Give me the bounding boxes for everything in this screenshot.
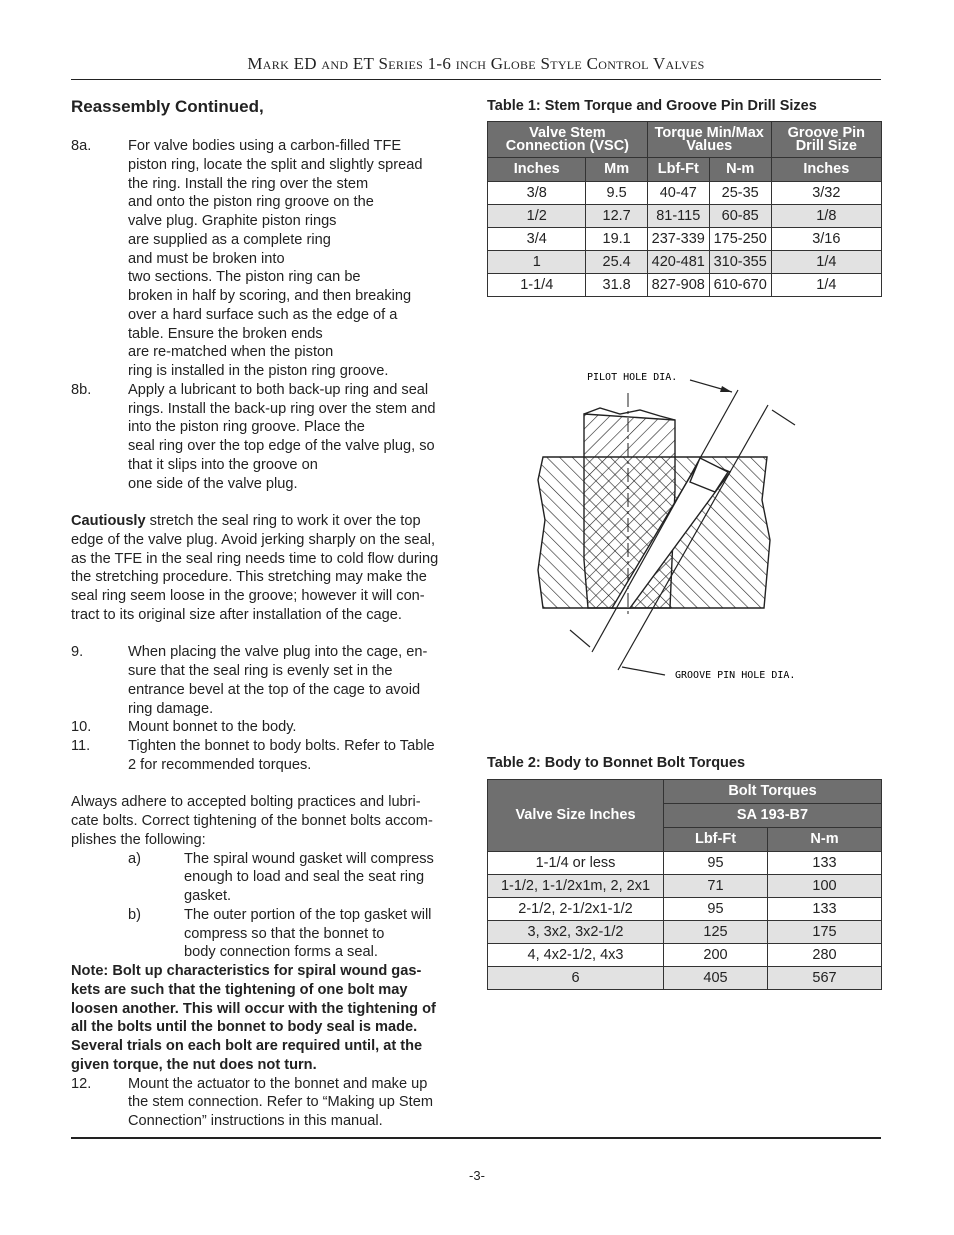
table-cell: 25-35 [709, 182, 771, 205]
line-text [184, 925, 384, 944]
line-content: piston ring, locate the split and slightly spread [128, 156, 423, 173]
table-cell: 95 [664, 852, 768, 875]
text-line [71, 1075, 471, 1094]
line-text [184, 906, 431, 925]
table-row [488, 251, 882, 274]
text-line [71, 137, 471, 156]
line-text [128, 156, 422, 175]
line-text [128, 456, 318, 475]
text-line [71, 1037, 471, 1056]
line-content: stretch the seal ring to work it over the top [149, 513, 421, 529]
table-cell: 125 [664, 921, 768, 944]
text-line [71, 231, 471, 250]
table-cell: 610-670 [709, 274, 771, 297]
line-content: the stem connection. Refer to “Making up Stem [128, 1094, 433, 1111]
table1-col-header: Inches [771, 158, 881, 182]
text-line [71, 1112, 471, 1131]
line-content: broken in half by scoring, and then breaking [128, 288, 412, 304]
line-content: When placing the valve plug into the cage, en- [128, 644, 428, 661]
line-text [128, 306, 397, 325]
line-content: kets are such that the tightening of one bolt may [71, 981, 408, 998]
text-line [71, 418, 471, 437]
text-line [71, 250, 471, 269]
line-text [71, 568, 427, 587]
item-number: 8b. [71, 381, 92, 398]
line-text [71, 831, 206, 850]
table-cell: 175 [768, 921, 882, 944]
table-cell: 3, 3x2, 3x2-1/2 [488, 921, 664, 944]
groove-pin-diagram [500, 360, 820, 690]
line-text [184, 943, 378, 962]
table-row [488, 205, 882, 228]
line-content: 2 for recommended torques. [128, 756, 312, 773]
line-text [128, 381, 428, 400]
text-line [71, 156, 471, 175]
line-text [71, 606, 402, 625]
table-cell: 1-1/4 or less [488, 852, 664, 875]
text-line [71, 381, 471, 400]
table1-group-header: Torque Min/Max Values [647, 122, 771, 158]
line-content: Tighten the bonnet to body bolts. Refer to Table [128, 738, 435, 754]
text-line [71, 456, 471, 475]
line-text [128, 418, 365, 437]
text-line [71, 662, 471, 681]
table2-valve-size-header: Valve Size Inches [488, 780, 664, 852]
line-text [71, 981, 408, 1000]
table-cell: 310-355 [709, 251, 771, 274]
line-text [128, 343, 333, 362]
line-content: enough to load and seal the seat ring [184, 869, 425, 886]
text-line [71, 1093, 471, 1112]
table-cell: 1-1/2, 1-1/2x1m, 2, 2x1 [488, 875, 664, 898]
line-content: The outer portion of the top gasket will [184, 906, 432, 923]
table-row [488, 967, 882, 990]
text-line [71, 962, 471, 981]
line-content: two sections. The piston ring can be [128, 269, 361, 286]
line-text [128, 718, 297, 737]
line-content: seal ring over the top edge of the valve plug, so [128, 438, 435, 454]
table-cell: 4, 4x2-1/2, 4x3 [488, 944, 664, 967]
table-row [488, 944, 882, 967]
item-number: b) [128, 906, 141, 923]
footer-rule [71, 1137, 881, 1139]
table-cell: 827-908 [647, 274, 709, 297]
line-content: plishes the following: [71, 831, 206, 848]
table-cell: 3/4 [488, 228, 586, 251]
table-cell: 420-481 [647, 251, 709, 274]
line-content: gasket. [184, 888, 232, 904]
table-cell: 1/4 [771, 274, 881, 297]
line-content: ring damage. [128, 700, 214, 717]
line-text [128, 193, 374, 212]
line-content: are re-matched when the piston [128, 344, 334, 361]
text-line [71, 175, 471, 194]
table1-group-header: Groove Pin Drill Size [771, 122, 881, 158]
text-line [71, 325, 471, 344]
table-row [488, 898, 882, 921]
line-text [71, 1037, 422, 1056]
line-text [71, 550, 438, 569]
table-cell: 25.4 [586, 251, 647, 274]
text-line [71, 568, 471, 587]
table-cell: 405 [664, 967, 768, 990]
table1-col-header: Lbf-Ft [647, 158, 709, 182]
item-number: a) [128, 850, 141, 867]
table-cell: 100 [768, 875, 882, 898]
text-line [71, 868, 471, 887]
item-number: 10. [71, 719, 92, 736]
text-line [71, 625, 471, 644]
item-number: 12. [71, 1075, 92, 1092]
line-content: ring is installed in the piston ring groove. [128, 363, 389, 379]
text-line [71, 343, 471, 362]
table1-col-header: Mm [586, 158, 647, 182]
line-content: rings. Install the back-up ring over the stem and [128, 400, 436, 417]
text-line [71, 587, 471, 606]
line-text [128, 287, 411, 306]
text-line [71, 831, 471, 850]
table-cell: 6 [488, 967, 664, 990]
table2-caption: Table 2: Body to Bonnet Bolt Torques [487, 755, 746, 771]
text-line [71, 531, 471, 550]
line-content: tract to its original size after installation of the cage. [71, 606, 402, 623]
line-content: entrance bevel at the top of the cage to avoid [128, 681, 421, 698]
line-content: seal ring seem loose in the groove; however it will con- [71, 588, 425, 604]
groove-pin-hole-label: GROOVE PIN HOLE DIA. [675, 670, 796, 681]
text-line [71, 775, 471, 794]
line-text [71, 531, 435, 550]
line-content: one side of the valve plug. [128, 475, 298, 492]
text-line [71, 756, 471, 775]
table-cell: 19.1 [586, 228, 647, 251]
text-line [71, 812, 471, 831]
line-text [71, 812, 433, 831]
item-number: 8a. [71, 138, 92, 154]
line-text [128, 362, 388, 381]
table-cell: 40-47 [647, 182, 709, 205]
line-content: into the piston ring groove. Place the [128, 419, 365, 436]
table-cell: 280 [768, 944, 882, 967]
line-text [128, 212, 336, 231]
table-row [488, 228, 882, 251]
line-text [71, 1018, 417, 1037]
text-line [71, 475, 471, 494]
line-text [184, 887, 231, 906]
line-content: sure that the seal ring is evenly set in the [128, 663, 393, 679]
line-text [128, 1093, 433, 1112]
line-text [128, 175, 368, 194]
text-line [71, 943, 471, 962]
text-line [71, 906, 471, 925]
table-cell: 81-115 [647, 205, 709, 228]
table-cell: 1/2 [488, 205, 586, 228]
table-cell: 133 [768, 852, 882, 875]
line-content: all the bolts until the bonnet to body seal is made. [71, 1019, 418, 1036]
line-text [128, 137, 401, 156]
table-cell: 60-85 [709, 205, 771, 228]
table-cell: 3/8 [488, 182, 586, 205]
table2-group-header: Bolt Torques [664, 780, 882, 804]
line-content: For valve bodies using a carbon-filled TFE [128, 138, 402, 154]
table2-col-header: Lbf-Ft [664, 828, 768, 852]
text-line [71, 737, 471, 756]
line-content: that it slips into the groove on [128, 456, 318, 473]
line-text [71, 962, 421, 981]
table-cell: 175-250 [709, 228, 771, 251]
line-text [184, 868, 424, 887]
table-cell: 2-1/2, 2-1/2x1-1/2 [488, 898, 664, 921]
text-line [71, 1018, 471, 1037]
text-line [71, 306, 471, 325]
text-line [71, 362, 471, 381]
table-cell: 3/32 [771, 182, 881, 205]
text-line [71, 925, 471, 944]
line-content: Mount bonnet to the body. [128, 719, 297, 736]
table-cell: 200 [664, 944, 768, 967]
text-line [71, 400, 471, 419]
table-cell: 237-339 [647, 228, 709, 251]
line-text [128, 756, 311, 775]
running-header: Mark ED and ET Series 1-6 inch Globe Style Control Valves [247, 54, 705, 73]
text-line [71, 1000, 471, 1019]
text-line [71, 212, 471, 231]
text-line [71, 437, 471, 456]
line-text [128, 475, 298, 494]
table-row [488, 875, 882, 898]
line-content: the ring. Install the ring over the stem [128, 175, 369, 192]
text-line [71, 1056, 471, 1075]
table-cell: 1/8 [771, 205, 881, 228]
text-line [71, 981, 471, 1000]
line-text [128, 643, 427, 662]
item-number: 9. [71, 644, 84, 661]
line-content: Connection” instructions in this manual. [128, 1113, 383, 1129]
table-row [488, 182, 882, 205]
line-text [128, 325, 323, 344]
line-content: the stretching procedure. This stretching may make the [71, 569, 427, 586]
pilot-hole-label: PILOT HOLE DIA. [587, 372, 678, 383]
line-content: Apply a lubricant to both back-up ring and seal [128, 381, 429, 398]
line-content: edge of the valve plug. Avoid jerking sharply on the seal, [71, 531, 436, 548]
line-content: as the TFE in the seal ring needs time to cold flow during [71, 550, 439, 567]
line-text [128, 400, 435, 419]
table-cell: 1 [488, 251, 586, 274]
text-line [71, 287, 471, 306]
line-text [71, 512, 421, 531]
table-cell: 95 [664, 898, 768, 921]
line-text [71, 587, 425, 606]
text-line [71, 887, 471, 906]
item-number: 11. [71, 738, 91, 754]
text-line [71, 268, 471, 287]
line-text [128, 681, 420, 700]
bolt-torque-table [487, 779, 882, 990]
line-content: Several trials on each bolt are required until, at the [71, 1038, 423, 1054]
table-cell: 3/16 [771, 228, 881, 251]
table-cell: 1/4 [771, 251, 881, 274]
table-row [488, 274, 882, 297]
line-text [71, 793, 421, 812]
line-text [128, 700, 213, 719]
line-text [71, 1056, 317, 1075]
line-content: Note: Bolt up characteristics for spiral wound gas- [71, 963, 422, 979]
text-line [71, 493, 471, 512]
line-text [128, 1075, 427, 1094]
line-text [128, 231, 331, 250]
table-cell: 133 [768, 898, 882, 921]
line-content: given torque, the nut does not turn. [71, 1056, 317, 1073]
body-text [71, 137, 471, 1131]
line-content: loosen another. This will occur with the tightening of [71, 1000, 436, 1017]
table1-col-header: N-m [709, 158, 771, 182]
table-cell: 1-1/4 [488, 274, 586, 297]
line-text [71, 1000, 436, 1019]
line-content: valve plug. Graphite piston rings [128, 213, 337, 229]
text-line [71, 718, 471, 737]
header-rule [71, 79, 881, 80]
line-text [128, 250, 285, 269]
text-line [71, 606, 471, 625]
text-line [71, 643, 471, 662]
line-content: body connection forms a seal. [184, 944, 378, 961]
text-line [71, 550, 471, 569]
table-row [488, 852, 882, 875]
line-text [128, 437, 435, 456]
line-content: cate bolts. Correct tightening of the bonnet bolts accom- [71, 813, 433, 829]
table1-caption: Table 1: Stem Torque and Groove Pin Drill Sizes [487, 98, 817, 114]
line-content: compress so that the bonnet to [184, 925, 385, 942]
line-content: Always adhere to accepted bolting practices and lubri- [71, 794, 421, 811]
text-line [71, 850, 471, 869]
line-content: The spiral wound gasket will compress [184, 850, 434, 867]
table2-material-header: SA 193-B7 [664, 804, 882, 828]
line-text [184, 850, 434, 869]
table-cell: 31.8 [586, 274, 647, 297]
text-line [71, 793, 471, 812]
table2-col-header: N-m [768, 828, 882, 852]
table-cell: 12.7 [586, 205, 647, 228]
line-content: table. Ensure the broken ends [128, 325, 323, 342]
line-content: and must be broken into [128, 250, 285, 267]
line-text [128, 1112, 383, 1131]
line-text [128, 268, 361, 287]
table1-col-header: Inches [488, 158, 586, 182]
line-text [128, 737, 435, 756]
emphasis: Cautiously [71, 513, 146, 529]
stem-torque-table [487, 121, 882, 297]
text-line [71, 512, 471, 531]
line-content: and onto the piston ring groove on the [128, 194, 374, 211]
section-title: Reassembly Continued, [71, 97, 264, 116]
table-cell: 9.5 [586, 182, 647, 205]
text-line [71, 193, 471, 212]
line-text [128, 662, 392, 681]
line-content: over a hard surface such as the edge of a [128, 306, 398, 323]
line-content: Mount the actuator to the bonnet and make up [128, 1075, 428, 1092]
line-content: are supplied as a complete ring [128, 231, 331, 248]
page-number: -3- [469, 1168, 485, 1183]
table1-group-header: Valve Stem Connection (VSC) [488, 122, 648, 158]
text-line [71, 700, 471, 719]
table-cell: 71 [664, 875, 768, 898]
table-row [488, 921, 882, 944]
table-cell: 567 [768, 967, 882, 990]
text-line [71, 681, 471, 700]
